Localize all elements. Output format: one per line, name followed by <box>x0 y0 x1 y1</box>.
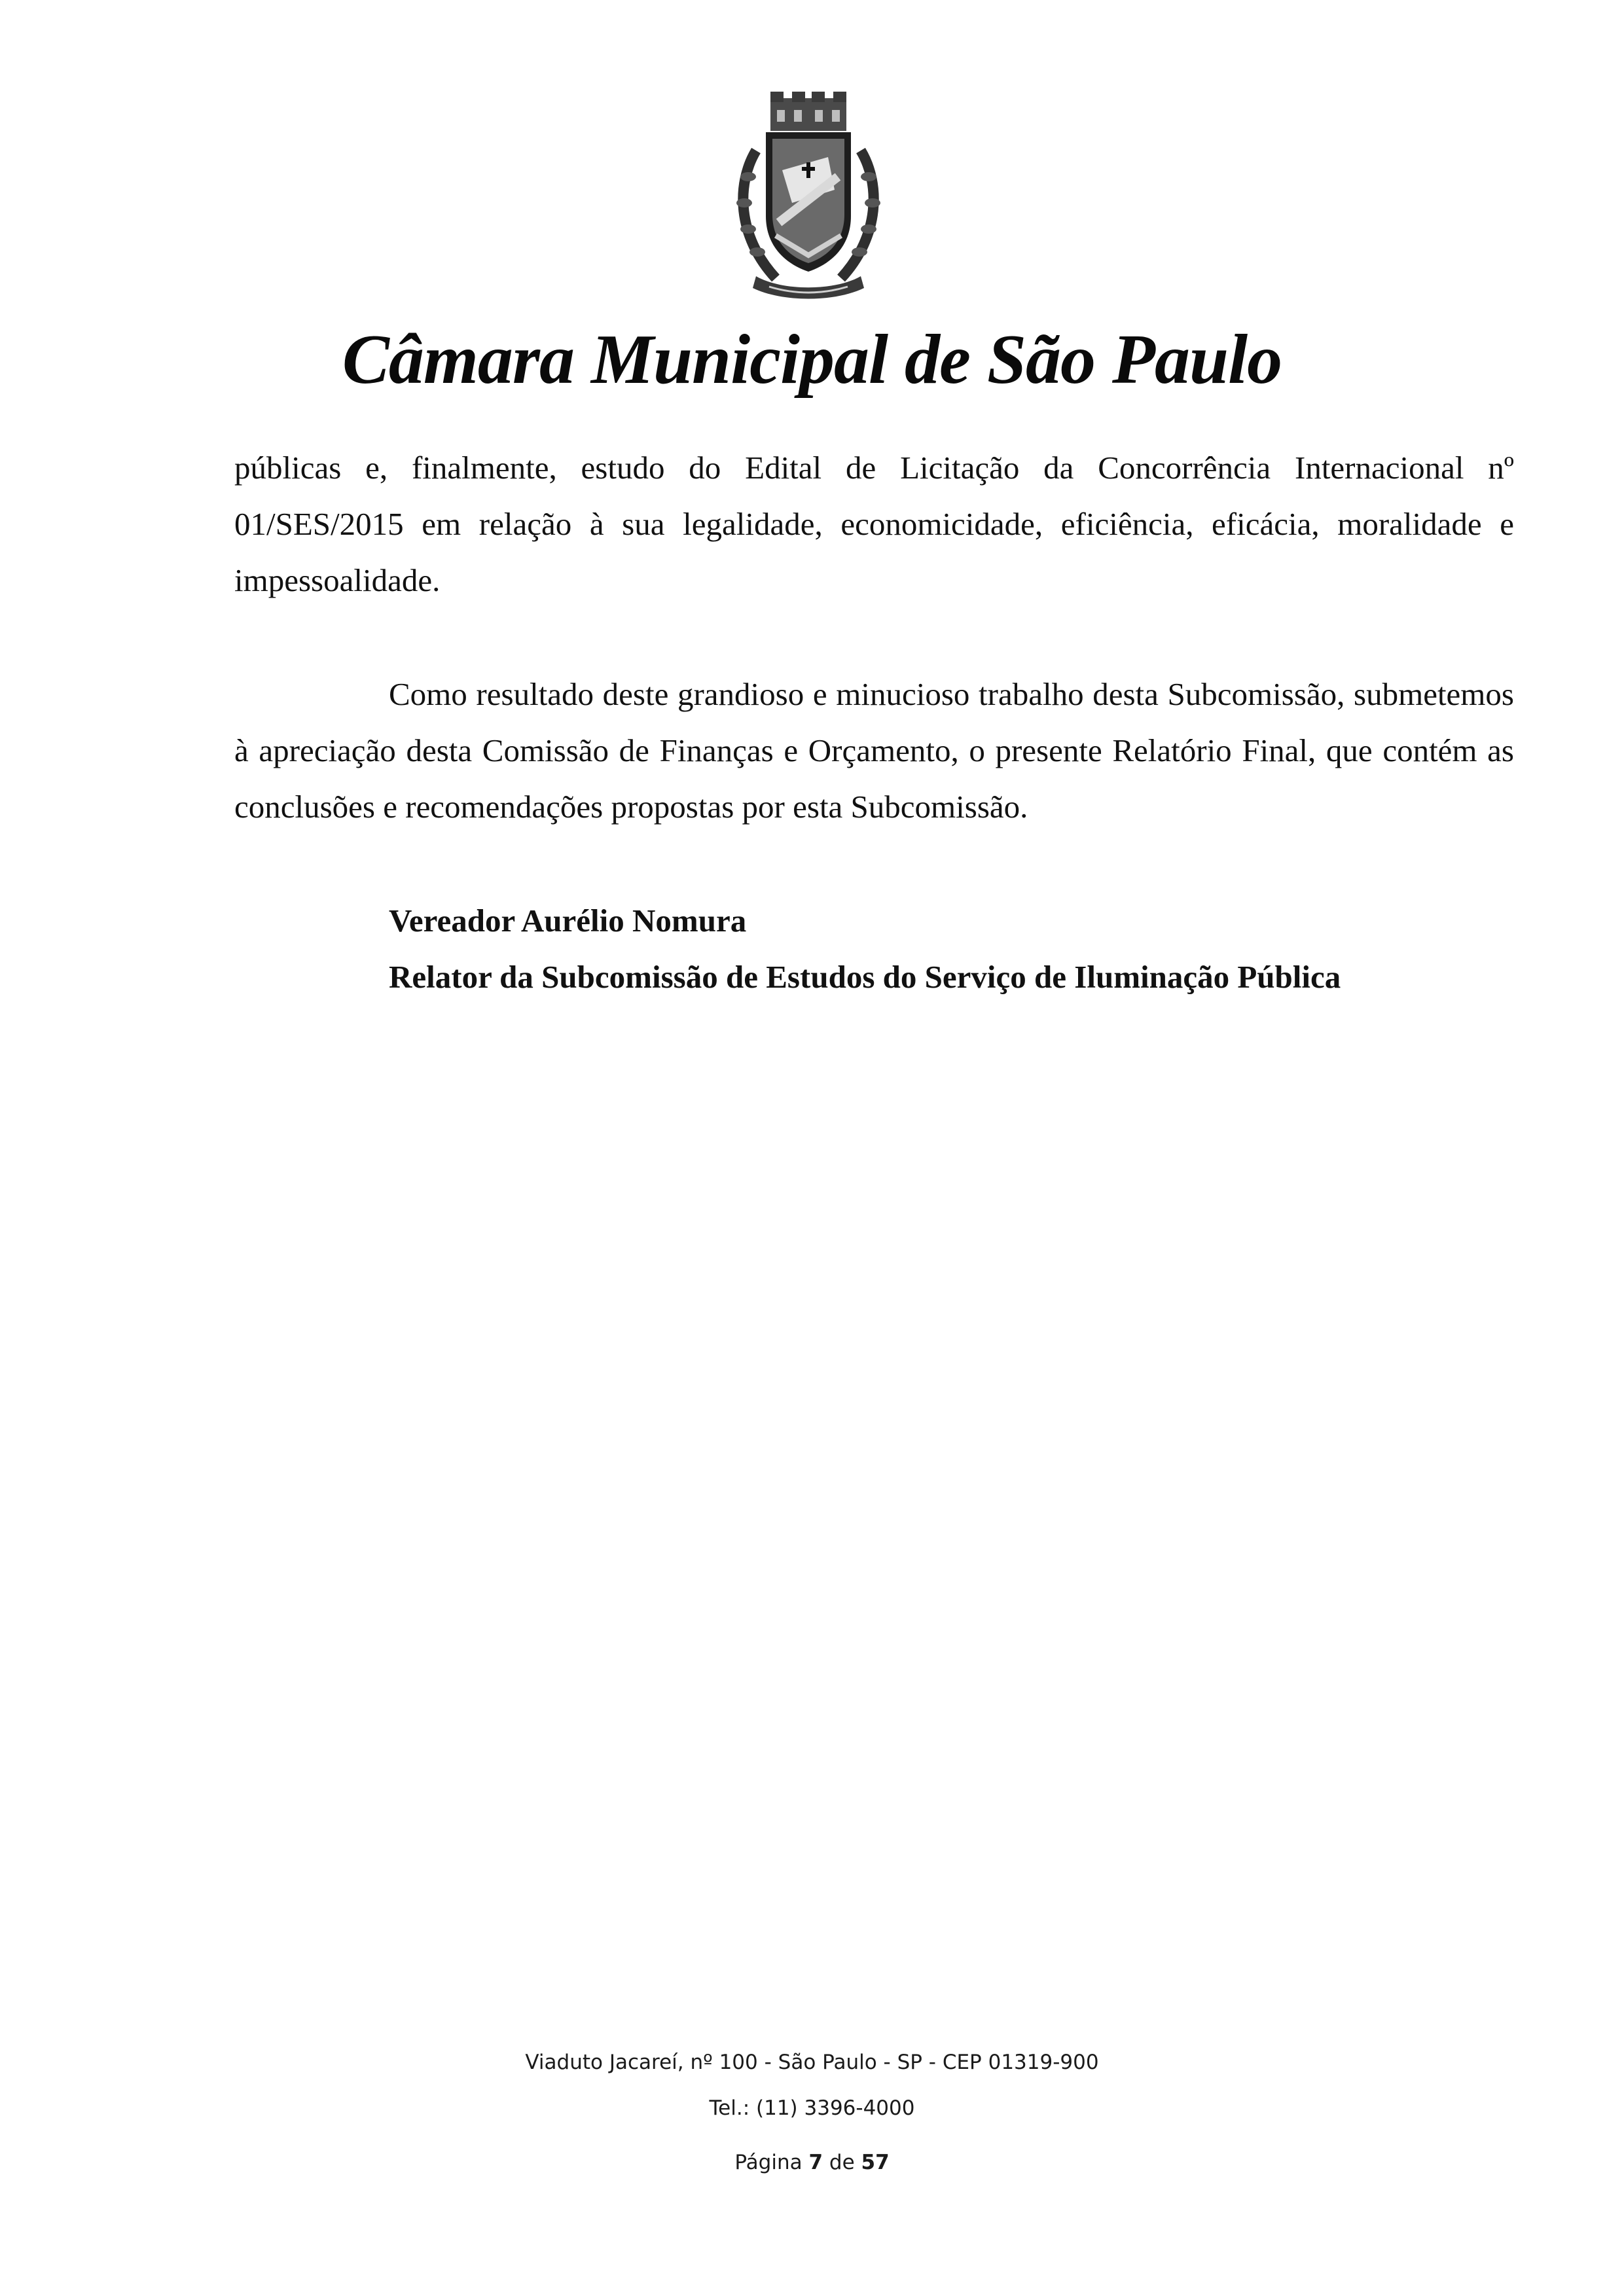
signature-block <box>389 893 1341 1005</box>
chamber-title: Câmara Municipal de São Paulo <box>342 321 1282 399</box>
footer-phone: Tel.: (11) 3396-4000 <box>709 2096 915 2120</box>
sao-paulo-coat-of-arms-icon <box>730 92 887 301</box>
page-separator: de <box>823 2151 861 2174</box>
page-total: 57 <box>861 2151 890 2174</box>
page-prefix: Página <box>734 2151 809 2174</box>
page-number <box>0 2151 1624 2174</box>
body-paragraph-2: Como resultado deste grandioso e minucioso trabalho desta Subcomissão, submetemos à apreciação desta Comissão de Finanças e Orçamento, o presente Relatório Final, que contém as conclusões e recomendações propostas por esta Subcomissão. <box>234 676 1514 825</box>
footer-address: Viaduto Jacareí, nº 100 - São Paulo - SP - CEP 01319-900 <box>525 2051 1099 2074</box>
body-paragraph-1: públicas e, finalmente, estudo do Edital de Licitação da Concorrência Internacional nº 01/SES/2015 em relação à sua legalidade, economicidade, eficiência, eficácia, moralidade e impessoalidade. <box>234 450 1514 598</box>
signature-role: Relator da Subcomissão de Estudos do Serviço de Iluminação Pública <box>389 959 1341 995</box>
page-current: 7 <box>808 2151 823 2174</box>
signature-name: Vereador Aurélio Nomura <box>389 903 747 939</box>
